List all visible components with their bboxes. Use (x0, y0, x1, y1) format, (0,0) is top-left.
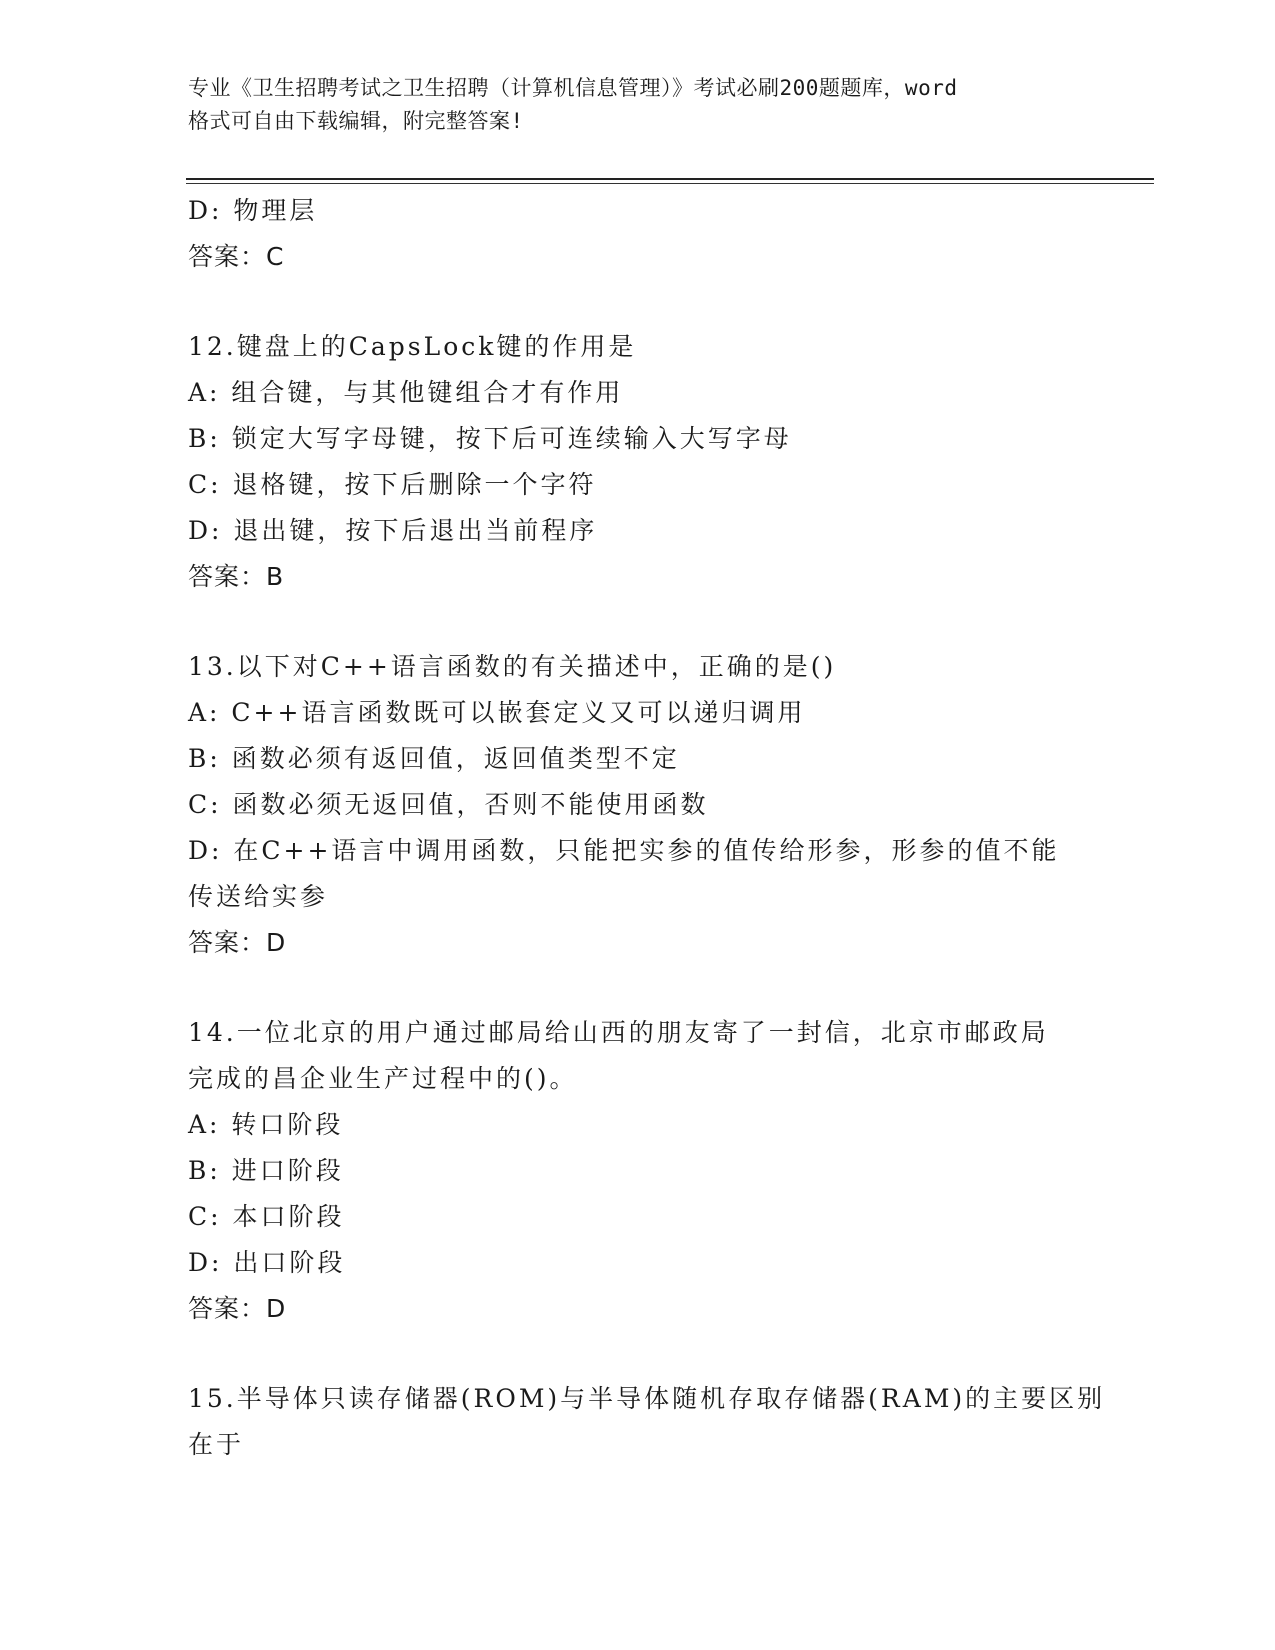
answer: 答案：C (188, 242, 285, 271)
question-13 (188, 644, 1088, 966)
previous-question-tail (188, 188, 1088, 280)
option-c: C: 本口阶段 (188, 1202, 345, 1231)
option-b: B: 锁定大写字母键，按下后可连续输入大写字母 (188, 424, 792, 453)
question-14 (188, 1010, 1088, 1332)
option-a: A: 转口阶段 (188, 1110, 344, 1139)
answer: 答案：B (188, 562, 285, 591)
question-stem: 13.以下对C++语言函数的有关描述中，正确的是() (188, 652, 837, 681)
option-a: A: C++语言函数既可以嵌套定义又可以递归调用 (188, 698, 806, 727)
header-divider-thick (186, 178, 1154, 180)
option-c: C: 退格键，按下后删除一个字符 (188, 470, 597, 499)
spacer (188, 280, 1088, 324)
question-stem: 12.键盘上的CapsLock键的作用是 (188, 332, 637, 361)
answer: 答案：D (188, 928, 287, 957)
spacer (188, 600, 1088, 644)
option-d-continued: 传送给实参 (188, 882, 329, 911)
question-15 (188, 1376, 1106, 1468)
question-stem: 15.半导体只读存储器(ROM)与半导体随机存取存储器(RAM)的主要区别 (188, 1384, 1106, 1413)
header-line-1: 专业《卫生招聘考试之卫生招聘（计算机信息管理）》考试必刷200题题库，word (188, 76, 958, 100)
question-12 (188, 324, 1088, 600)
question-stem-continued: 完成的昌企业生产过程中的()。 (188, 1064, 578, 1093)
option-b: B: 进口阶段 (188, 1156, 344, 1185)
page-header (188, 72, 1088, 138)
option-d: D: 在C++语言中调用函数，只能把实参的值传给形参，形参的值不能 (188, 836, 1060, 865)
header-line-2: 格式可自由下载编辑，附完整答案! (188, 109, 524, 133)
header-divider-thin (186, 183, 1154, 184)
spacer (188, 966, 1088, 1010)
option-d: D: 出口阶段 (188, 1248, 346, 1277)
option-a: A: 组合键，与其他键组合才有作用 (188, 378, 624, 407)
option-d: D: 退出键，按下后退出当前程序 (188, 516, 598, 545)
question-list (188, 188, 1106, 1468)
option-b: B: 函数必须有返回值，返回值类型不定 (188, 744, 680, 773)
question-stem-continued: 在于 (188, 1430, 245, 1459)
question-stem: 14.一位北京的用户通过邮局给山西的朋友寄了一封信，北京市邮政局 (188, 1018, 1049, 1047)
spacer (188, 1332, 1088, 1376)
answer: 答案：D (188, 1294, 287, 1323)
option-c: C: 函数必须无返回值，否则不能使用函数 (188, 790, 709, 819)
option-d: D: 物理层 (188, 196, 318, 225)
